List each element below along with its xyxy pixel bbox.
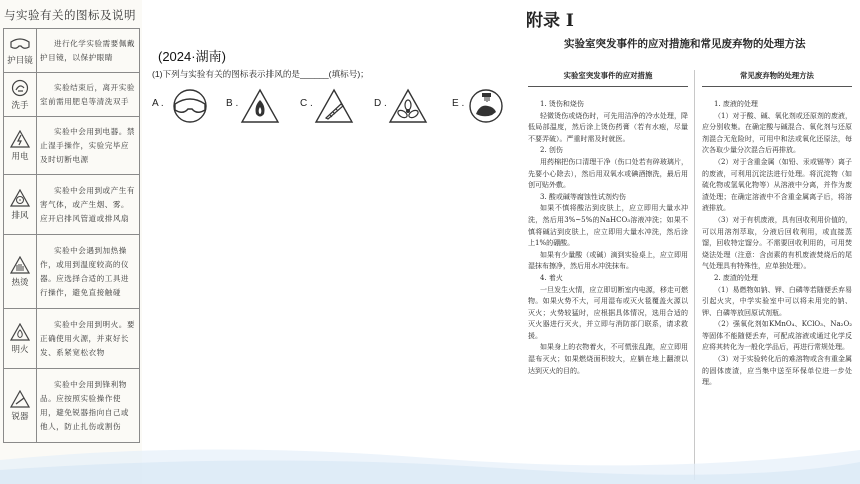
- icon-table-title: 与实验有关的图标及说明: [4, 8, 136, 22]
- question-source: (2024·湖南): [158, 49, 226, 64]
- paragraph: 如果有少量酸（或碱）滴到实验桌上，应立即用湿抹布擦净，然后用水冲洗抹布。: [528, 250, 688, 271]
- appendix-title: 附录 I: [526, 11, 574, 31]
- option-a[interactable]: [152, 88, 216, 124]
- paragraph: （1）对于酸、碱、氧化剂或还原剂的废液，应分别收集。在确定酸与碱混合、氧化剂与还原剂混合无危险时，可用中和法或氧化还原法，每次各取少量分次混合后再排放。: [702, 111, 852, 155]
- column-divider: [694, 70, 695, 480]
- section-heading: 4. 着火: [540, 273, 563, 282]
- paragraph: 如果不慎将酸沾到皮肤上，应立即用大量水冲洗，然后用3%~5%的NaHCO₃溶液冲洗；如果不慎将碱沾到皮肤上，应立即用大量水冲洗，然后涂上1%的硼酸。: [528, 204, 688, 248]
- column-header: 常见废弃物的处理方法: [702, 70, 852, 87]
- column-body: [528, 99, 688, 377]
- table-row: [4, 309, 140, 369]
- appendix-page: [520, 0, 860, 484]
- table-row: [4, 29, 140, 73]
- icon-label: 锐器: [11, 411, 29, 422]
- option-letter: A .: [152, 98, 164, 109]
- table-row: [4, 369, 140, 443]
- icon-label: 排风: [11, 210, 29, 221]
- paragraph: （3）对于有机废液，具有回收利用价值的，可以用溶剂萃取，分液后回收利用，或直接蒸馏，回收特定馏分。不需要回收利用的，可用焚烧法处理（注意：含卤素的有机废液焚烧后的尾气处理具有特殊性，应单独处理）。: [702, 215, 852, 271]
- goggles-icon: [166, 88, 214, 124]
- icon-description: 实验中会遇到加热操作，或用到温度较高的仪器。应选择合适的工具进行操作，避免直接触碰: [37, 235, 140, 309]
- flame-icon: [10, 323, 30, 341]
- section-heading: 1. 废液的处理: [714, 100, 758, 108]
- table-row: [4, 235, 140, 309]
- icon-label: 护目镜: [7, 55, 33, 66]
- table-row: [4, 73, 140, 117]
- waste-disposal-column: [702, 70, 852, 389]
- paragraph: 一旦发生火情，应立即切断室内电源，移走可燃物。如果火势不大，可用湿布或灭火毯覆盖火源以灭火；火势较猛时，应根据具体情况，选用合适的灭火器进行灭火，并立即与消防部门联系，请求救援。: [528, 285, 688, 340]
- table-row: [4, 175, 140, 235]
- paragraph: 用药棉把伤口清理干净（伤口处若有碎玻璃片，先要小心除去），然后用双氧水或碘酒擦洗，最后用创可贴外敷。: [528, 157, 688, 190]
- icon-description: 进行化学实验需要佩戴护目镜，以保护眼睛: [37, 29, 140, 73]
- icon-description: 实验结束后，离开实验室前需用肥皂等清洗双手: [37, 73, 140, 117]
- section-heading: 3. 酸或碱等腐蚀性试剂灼伤: [540, 192, 626, 201]
- icon-label: 用电: [11, 151, 29, 162]
- paragraph: （2）对于含重金属（如铅、汞或镉等）离子的废液，可利用沉淀法进行处理。将沉淀物（如硫化物或氢氧化物等）从溶液中分离，并作为废渣处理；在确定溶液中不含重金属离子后，将溶液排放。: [702, 157, 852, 213]
- icon-description: 实验中会用到电器。禁止湿手操作，实验完毕应及时切断电源: [37, 117, 140, 175]
- option-letter: E .: [452, 98, 465, 109]
- appendix-subtitle: 实验室突发事件的应对措施和常见废弃物的处理方法: [564, 38, 806, 50]
- paragraph: （2）强氧化剂如KMnO₄、KClO₃、Na₂O₂等固体不能随便丢弃，可配成溶液或通过化学反应将其转化为一般化学品后，再进行常规处理。: [702, 320, 852, 352]
- icon-label: 洗手: [11, 100, 29, 111]
- column-body: [702, 99, 852, 389]
- goggles-icon: [10, 36, 30, 52]
- paragraph: （1）易燃物如钠、钾、白磷等若随便丢弃易引起火灾，中学实验室中可以将未用完的钠、钾、白磷等放回原试剂瓶。: [702, 285, 852, 317]
- option-letter: B .: [226, 98, 239, 109]
- icon-description: 实验中会用到或产生有害气体，或产生烟、雾。应开启排风管道或排风扇: [37, 175, 140, 235]
- icon-label: 明火: [11, 344, 29, 355]
- column-header: 实验室突发事件的应对措施: [528, 70, 688, 87]
- icon-description: 实验中会用到明火。要正确使用火源，并束好长发、系紧宽松衣物: [37, 309, 140, 369]
- option-e[interactable]: [452, 88, 516, 124]
- sharp-object-icon: [10, 390, 30, 408]
- option-b[interactable]: [226, 88, 290, 124]
- electricity-icon: [10, 130, 30, 148]
- question-text: (1)下列与实验有关的图标表示排风的是______(填标号)；: [152, 69, 369, 79]
- icon-label: 热烫: [11, 277, 29, 288]
- flame-icon: [240, 88, 280, 124]
- option-d[interactable]: [374, 88, 438, 124]
- option-letter: D .: [374, 98, 387, 109]
- sharp-object-icon: [314, 88, 354, 124]
- icon-description: 实验中会用到锋利物品。应按照实验操作使用，避免锐器指向自己或他人，防止扎伤或割伤: [37, 369, 140, 443]
- paragraph: 如果身上的衣物着火，不可慌张乱跑，应立即用湿布灭火；如果燃烧面积较大，应躺在地上翻滚以达到灭火的目的。: [528, 343, 688, 375]
- section-heading: 2. 创伤: [540, 146, 563, 155]
- exhaust-fan-icon: [388, 88, 428, 124]
- table-row: [4, 117, 140, 175]
- icon-table: [3, 28, 140, 443]
- exhaust-fan-icon: [10, 189, 30, 207]
- option-c[interactable]: [300, 88, 364, 124]
- hand-wash-icon: [11, 79, 29, 97]
- icon-reference-panel: [0, 0, 142, 484]
- hand-wash-icon: [466, 88, 506, 124]
- paragraph: （3）对于实验转化后的难溶物或含有重金属的固体废渣，应当集中送至环保单位进一步处理。: [702, 355, 852, 387]
- hot-hand-icon: [10, 256, 30, 274]
- section-heading: 1. 烫伤和烧伤: [540, 100, 584, 108]
- section-heading: 2. 废渣的处理: [714, 273, 758, 282]
- option-letter: C .: [300, 98, 313, 109]
- paragraph: 轻微烫伤或烧伤时，可先用洁净的冷水处理，降低局部温度，然后涂上烫伤药膏（若有水疱，尽量不要弄破）。严重时需及时就医。: [528, 111, 688, 143]
- emergency-measures-column: [528, 70, 688, 377]
